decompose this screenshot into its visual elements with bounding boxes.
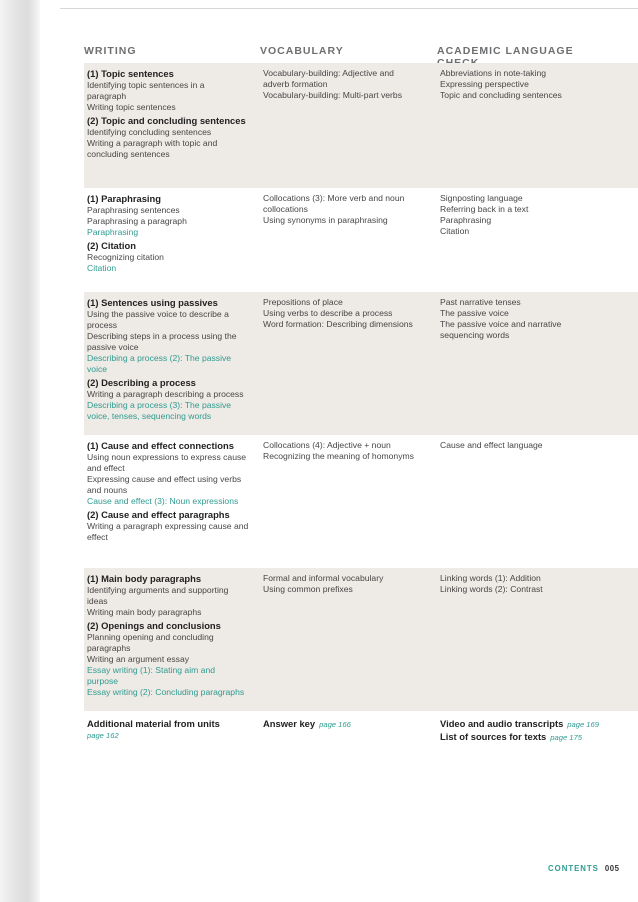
section-heading: (2) Topic and concluding sentences [87, 115, 246, 126]
top-rule [60, 8, 638, 9]
topic-line: and effect [87, 463, 125, 473]
topic-line: Citation [440, 226, 470, 236]
additional-material-page[interactable]: page 162 [87, 731, 119, 740]
resource-link[interactable]: voice [87, 364, 108, 374]
topic-line: Describing steps in a process using the [87, 331, 237, 341]
topic-line: Topic and concluding sentences [440, 90, 562, 100]
topic-line: effect [87, 532, 108, 542]
topic-line: Formal and informal vocabulary [263, 573, 384, 583]
header-vocabulary: VOCABULARY [260, 45, 344, 57]
transcripts-label[interactable]: Video and audio transcripts [440, 718, 564, 729]
academic-cell [437, 297, 617, 435]
topic-line: concluding sentences [87, 149, 170, 159]
table-row [84, 63, 638, 188]
answer-key-link[interactable] [263, 718, 429, 731]
topic-line: Expressing cause and effect using verbs [87, 474, 242, 484]
topic-line: Writing topic sentences [87, 102, 176, 112]
topic-line: The passive voice and narrative [440, 319, 562, 329]
topic-line: paragraphs [87, 643, 131, 653]
vocabulary-cell [260, 297, 437, 435]
topic-line: and nouns [87, 485, 128, 495]
contents-label: CONTENTS [548, 864, 599, 873]
footer-answer-key[interactable] [260, 718, 437, 744]
academic-cell [437, 68, 617, 188]
transcripts-page[interactable]: page 169 [567, 720, 599, 729]
topic-line: Signposting language [440, 193, 523, 203]
resource-link[interactable]: Cause and effect (3): Noun expressions [87, 496, 239, 506]
topic-line: Expressing perspective [440, 79, 529, 89]
topic-line: Word formation: Describing dimensions [263, 319, 413, 329]
sources-label[interactable]: List of sources for texts [440, 731, 547, 742]
resource-link[interactable]: voice, tenses, sequencing words [87, 411, 212, 421]
topic-line: Using verbs to describe a process [263, 308, 393, 318]
topic-line: Cause and effect language [440, 440, 543, 450]
table-row [84, 568, 638, 711]
footer-links-row [84, 711, 638, 744]
vocabulary-cell [260, 193, 437, 292]
section-heading: (2) Citation [87, 240, 136, 251]
section-heading: (2) Cause and effect paragraphs [87, 509, 230, 520]
topic-line: Vocabulary-building: Adjective and [263, 68, 394, 78]
topic-line: Identifying arguments and supporting [87, 585, 229, 595]
topic-line: Writing main body paragraphs [87, 607, 202, 617]
book-spine-shadow [0, 0, 40, 902]
topic-line: Identifying topic sentences in a [87, 80, 205, 90]
topic-line: Vocabulary-building: Multi-part verbs [263, 90, 402, 100]
section-heading: (1) Cause and effect connections [87, 440, 234, 451]
writing-cell [84, 297, 260, 435]
header-writing: WRITING [84, 45, 137, 57]
topic-line: paragraph [87, 91, 127, 101]
sources-link[interactable] [440, 731, 611, 744]
topic-line: passive voice [87, 342, 139, 352]
section-heading: (2) Describing a process [87, 377, 196, 388]
resource-link[interactable]: Citation [87, 263, 117, 273]
page [40, 0, 638, 902]
page-number: 005 [604, 864, 620, 873]
additional-material-label[interactable]: Additional material from units [87, 718, 220, 729]
writing-cell [84, 193, 260, 292]
topic-line: Collocations (4): Adjective + noun [263, 440, 391, 450]
topic-line: ideas [87, 596, 108, 606]
topic-line: Past narrative tenses [440, 297, 521, 307]
topic-line: sequencing words [440, 330, 510, 340]
section-heading: (1) Main body paragraphs [87, 573, 202, 584]
vocabulary-cell [260, 68, 437, 188]
topic-line: Collocations (3): More verb and noun [263, 193, 405, 203]
topic-line: collocations [263, 204, 308, 214]
topic-line: Abbreviations in note-taking [440, 68, 547, 78]
section-heading: (1) Topic sentences [87, 68, 174, 79]
answer-key-label[interactable]: Answer key [263, 718, 316, 729]
topic-line: Using common prefixes [263, 584, 353, 594]
topic-line: Planning opening and concluding [87, 632, 214, 642]
topic-line: Recognizing the meaning of homonyms [263, 451, 414, 461]
resource-link[interactable]: Describing a process (3): The passive [87, 400, 232, 410]
table-row [84, 188, 638, 292]
section-heading: (1) Sentences using passives [87, 297, 218, 308]
topic-line: Paraphrasing a paragraph [87, 216, 187, 226]
topic-line: Writing a paragraph expressing cause and [87, 521, 249, 531]
resource-link[interactable]: Essay writing (2): Concluding paragraphs [87, 687, 245, 697]
footer-additional[interactable] [84, 718, 260, 744]
topic-line: Writing a paragraph with topic and [87, 138, 218, 148]
topic-line: Using synonyms in paraphrasing [263, 215, 388, 225]
answer-key-page[interactable]: page 166 [319, 720, 351, 729]
topic-line: Using noun expressions to express cause [87, 452, 247, 462]
resource-link[interactable]: purpose [87, 676, 119, 686]
topic-line: process [87, 320, 118, 330]
section-heading: (2) Openings and conclusions [87, 620, 221, 631]
topic-line: Writing an argument essay [87, 654, 190, 664]
header-academic-language-check: ACADEMIC LANGUAGE [437, 45, 574, 57]
resource-link[interactable]: Paraphrasing [87, 227, 139, 237]
topic-line: Using the passive voice to describe a [87, 309, 229, 319]
topic-line: Linking words (1): Addition [440, 573, 541, 583]
topic-line: Recognizing citation [87, 252, 164, 262]
writing-cell [84, 68, 260, 188]
topic-line: Paraphrasing sentences [87, 205, 180, 215]
vocabulary-cell [260, 573, 437, 711]
table-row [84, 435, 638, 568]
academic-cell [437, 440, 617, 568]
topic-line: Referring back in a text [440, 204, 529, 214]
section-heading: (1) Paraphrasing [87, 193, 161, 204]
topic-line: Paraphrasing [440, 215, 492, 225]
vocabulary-cell [260, 440, 437, 568]
transcripts-link[interactable] [440, 718, 611, 731]
writing-cell [84, 440, 260, 568]
topic-line: Linking words (2): Contrast [440, 584, 543, 594]
academic-cell [437, 573, 617, 711]
topic-line: Writing a paragraph describing a process [87, 389, 244, 399]
page-footer [548, 864, 619, 873]
table-row [84, 292, 638, 435]
topic-line: Prepositions of place [263, 297, 343, 307]
writing-cell [84, 573, 260, 711]
sources-page[interactable]: page 175 [550, 733, 582, 742]
topic-line: The passive voice [440, 308, 509, 318]
academic-cell [437, 193, 617, 292]
topic-line: adverb formation [263, 79, 328, 89]
contents-table [84, 63, 638, 744]
resource-link[interactable]: Essay writing (1): Stating aim and [87, 665, 216, 675]
resource-link[interactable]: Describing a process (2): The passive [87, 353, 232, 363]
topic-line: Identifying concluding sentences [87, 127, 212, 137]
footer-transcripts[interactable] [437, 718, 617, 744]
